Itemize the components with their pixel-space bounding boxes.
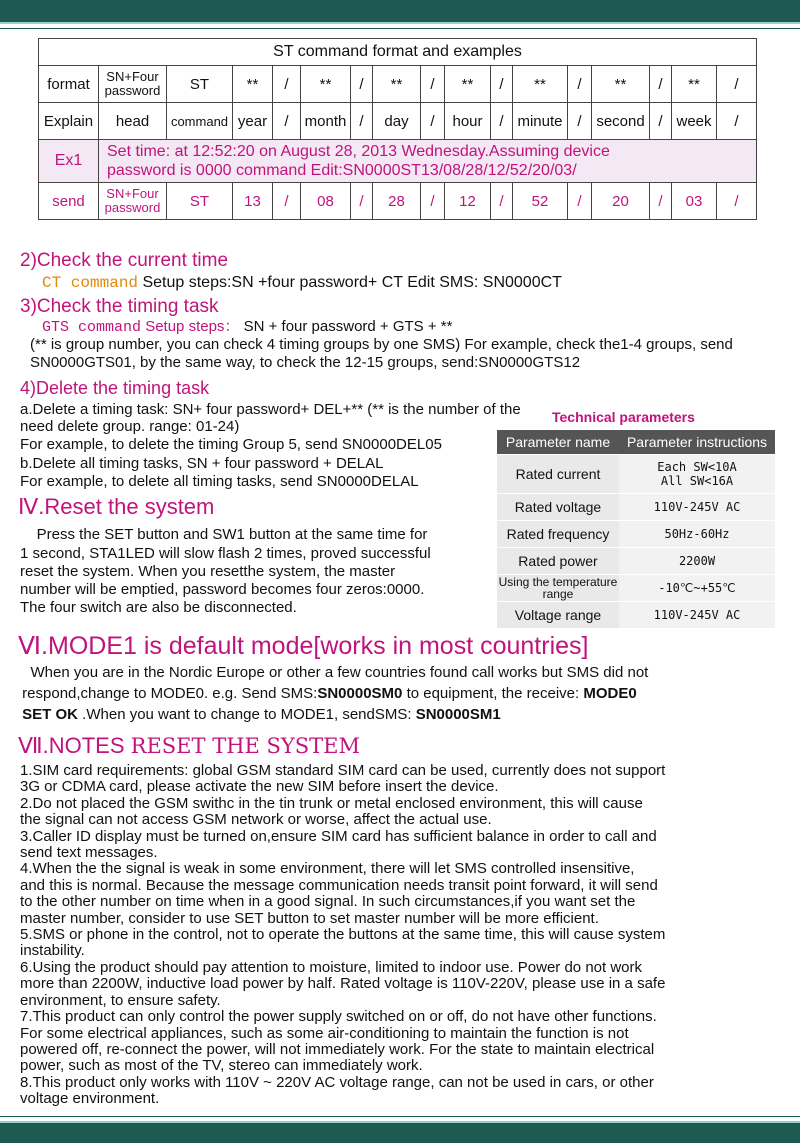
- tech-row: Rated frequency 50Hz-60Hz: [497, 521, 775, 548]
- reset-heading: Ⅳ.Reset the system: [18, 494, 215, 519]
- notes-list: [20, 763, 790, 1108]
- ex-description: Set time: at 12:52:20 on August 28, 2013 Wednesday.Assuming device password is 0000 command Edit:SN0000ST13/08/28/12/52/20/03/: [99, 140, 757, 183]
- tech-header-row: Parameter name Parameter instructions: [497, 430, 775, 455]
- reset-line: The four switch are also be disconnected.: [20, 599, 297, 616]
- send-row: send SN+Four password ST 13 / 08 / 28 / 12 / 52 / 20 / 03 /: [39, 183, 757, 220]
- st-command-table: [38, 38, 757, 220]
- reset-line: Press the SET button and SW1 button at the same time for: [20, 526, 428, 543]
- tech-row: Voltage range 110V-245V AC: [497, 602, 775, 629]
- delete-timing-heading: 4)Delete the timing task: [20, 378, 210, 398]
- tech-row: Rated power 2200W: [497, 548, 775, 575]
- note-item: 4.When the the signal is weak in some environment, there will let SMS controlled insensitive, and this is normal. Because the message communication needs transit point forward, it will send to the other number on time when in a good signal. In such circumstances,if you want set the master number, consider to use SET button to set master number will be more efficient.: [20, 860, 658, 927]
- gts-note-line2: SN0000GTS01, by the same way, to check the 12-15 groups, send:SN0000GTS12: [30, 354, 581, 371]
- delete-line: a.Delete a timing task: SN+ four password+ DEL+** (** is the number of the: [20, 401, 521, 418]
- note-item: 5.SMS or phone in the control, not to operate the buttons at the same time, this will cause system instability.: [20, 926, 666, 960]
- note-item: 1.SIM card requirements: global GSM standard SIM card can be used, currently does not support 3G or CDMA card, please activate the new SIM before insert the device.: [20, 762, 666, 796]
- reset-line: reset the system. When you resetthe system, the master: [20, 563, 396, 580]
- note-item: 7.This product can only control the power supply switched on or off, do not have other functions. For some electrical appliances, such as some air-conditioning to maintain the function is not powered off, re-connect the power, will not immediately work. For the state to maintain electrical power, such as most of the TV, stereo can immediately work.: [20, 1008, 657, 1075]
- notes-heading: Ⅶ.NOTES RESET THE SYSTEM: [18, 733, 360, 758]
- note-item: 2.Do not placed the GSM swithc in the tin trunk or metal enclosed environment, this will cause the signal can not access GSM network or worse, affect the actual use.: [20, 794, 643, 829]
- bottom-rule: [0, 1116, 800, 1117]
- example-row: [39, 140, 757, 183]
- delete-line: For example, to delete the timing Group 5, send SN0000DEL05: [20, 436, 442, 453]
- mode-line1: When you are in the Nordic Europe or other a few countries found call works but SMS did not: [18, 664, 649, 681]
- note-item: 6.Using the product should pay attention to moisture, limited to indoor use. Power do not work more than 2200W, inductive load power by half. Rated voltage is 110V-220V, please use in a safe environment, to ensure safety.: [20, 958, 666, 1009]
- delete-line: need delete group. range: 01-24): [20, 418, 240, 435]
- note-item: 8.This product only works with 110V ~ 220V AC voltage range, can not be used in cars, or other voltage environment.: [20, 1073, 654, 1108]
- note-item: 3.Caller ID display must be turned on,ensure SIM card has sufficient balance in order to call and send text messages.: [20, 827, 657, 862]
- st-table-title: ST command format and examples: [39, 39, 757, 66]
- ex-label: Ex1: [39, 140, 99, 183]
- explain-row: Explain head command year / month / day / hour / minute / second / week /: [39, 103, 757, 140]
- gts-note-line1: (** is group number, you can check 4 timing groups by one SMS) For example, check the1-4 groups, send: [30, 336, 733, 353]
- tech-row: Rated voltage 110V-245V AC: [497, 494, 775, 521]
- check-time-heading: 2)Check the current time: [20, 250, 229, 271]
- delete-line: b.Delete all timing tasks, SN + four password + DELAL: [20, 455, 384, 472]
- tech-row: Using the temperature range -10℃~+55℃: [497, 575, 775, 602]
- check-timing-heading: 3)Check the timing task: [20, 296, 219, 317]
- top-rule: [0, 28, 800, 29]
- delete-line: For example, to delete all timing tasks, send SN0000DELAL: [20, 473, 419, 490]
- reset-line: 1 second, STA1LED will slow flash 2 times, proved successful: [20, 545, 431, 562]
- top-band: [0, 0, 800, 24]
- bottom-band: [0, 1121, 800, 1143]
- mode-heading: Ⅵ.MODE1 is default mode[works in most countries]: [18, 632, 589, 660]
- tech-params-title: Technical parameters: [552, 409, 695, 425]
- reset-line: number will be emptied, password becomes four zeros:0000.: [20, 581, 425, 598]
- mode-line2: respond,change to MODE0. e.g. Send SMS:SN0000SM0 to equipment, the receive: MODE0: [18, 685, 637, 702]
- tech-params-table: [497, 430, 775, 629]
- ct-command-line: CT command Setup steps:SN +four password+ CT Edit SMS: SN0000CT: [42, 274, 562, 292]
- mode-line3: SET OK .When you want to change to MODE1, sendSMS: SN0000SM1: [18, 706, 501, 723]
- gts-command-line: GTS command Setup steps： SN + four password + GTS + **: [42, 318, 453, 336]
- format-row: format SN+Four password ST ** / ** / ** / ** / ** / ** / ** /: [39, 66, 757, 103]
- tech-row: Rated current Each SW<10A All SW<16A: [497, 455, 775, 494]
